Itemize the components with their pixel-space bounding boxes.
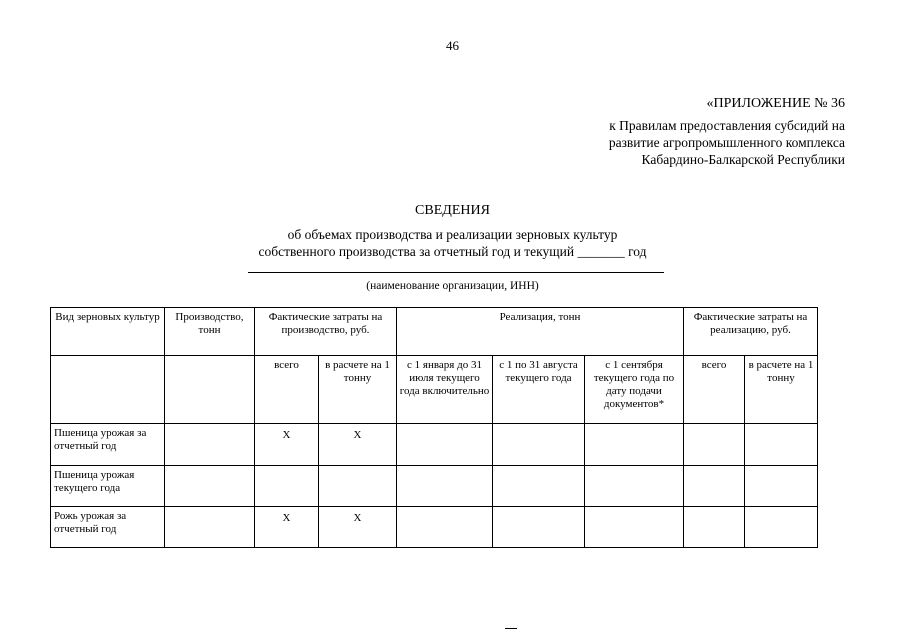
document-title: СВЕДЕНИЯ: [415, 203, 490, 218]
appendix-block: [609, 95, 845, 168]
cell-total-costs: [255, 424, 319, 466]
table-row: [51, 466, 818, 507]
cell-sales-costs-per-ton: [745, 466, 818, 507]
cell-x-mark: Х: [353, 429, 362, 441]
cell-per-ton-costs: [319, 466, 397, 507]
table-row: [51, 507, 818, 548]
cell-sales-costs-total: [684, 507, 745, 548]
header-crop: Вид зерновых культур: [51, 308, 165, 356]
subheader-jan-jul: с 1 января до 31 июля текущего года включительно: [397, 356, 493, 424]
subheader-total-1: всего: [255, 356, 319, 424]
cell-sales-jan-jul: [397, 424, 493, 466]
document-subtitle-1: об объемах производства и реализации зерновых культур: [287, 227, 618, 242]
cell-sales-august: [493, 507, 585, 548]
header-actual-costs-sales: Фактические затраты на реализацию, руб.: [684, 308, 818, 356]
cell-production: [165, 466, 255, 507]
cell-per-ton-costs: [319, 507, 397, 548]
cell-sales-costs-per-ton: [745, 424, 818, 466]
row-crop-label: Пшеница урожая за отчетный год: [51, 424, 165, 466]
cell-production: [165, 507, 255, 548]
data-table: [50, 307, 818, 548]
cell-sales-september: [585, 424, 684, 466]
subheader-total-2: всего: [684, 356, 745, 424]
row-crop-label: Рожь урожая за отчетный год: [51, 507, 165, 548]
subheader-per-ton-2: в расчете на 1 тонну: [745, 356, 818, 424]
page-number: 46: [446, 38, 459, 53]
cell-x-mark: Х: [282, 512, 291, 524]
header-production: Производство, тонн: [165, 308, 255, 356]
cell-total-costs: [255, 507, 319, 548]
cell-sales-jan-jul: [397, 466, 493, 507]
header-empty-production: [165, 356, 255, 424]
document-subtitle-2: собственного производства за отчетный год и текущий _______ год: [258, 244, 647, 259]
cell-production: [165, 424, 255, 466]
cell-sales-costs-total: [684, 424, 745, 466]
cell-sales-jan-jul: [397, 507, 493, 548]
cell-total-costs: [255, 466, 319, 507]
continuation-mark: [505, 628, 517, 629]
appendix-title: «ПРИЛОЖЕНИЕ № 36: [706, 96, 845, 111]
organization-caption: (наименование организации, ИНН): [366, 280, 539, 292]
cell-per-ton-costs: [319, 424, 397, 466]
cell-sales-costs-total: [684, 466, 745, 507]
cell-x-mark: Х: [353, 512, 362, 524]
header-sales: Реализация, тонн: [397, 308, 684, 356]
cell-sales-august: [493, 424, 585, 466]
appendix-line-4: Кабардино-Балкарской Республики: [641, 152, 845, 167]
cell-sales-costs-per-ton: [745, 507, 818, 548]
subheader-september: с 1 сентября текущего года по дату подачи документов*: [585, 356, 684, 424]
subheader-per-ton-1: в расчете на 1 тонну: [319, 356, 397, 424]
row-crop-label: Пшеница урожая текущего года: [51, 466, 165, 507]
appendix-line-3: развитие агропромышленного комплекса: [608, 135, 845, 150]
table-row: [51, 424, 818, 466]
subheader-august: с 1 по 31 августа текущего года: [493, 356, 585, 424]
cell-sales-september: [585, 507, 684, 548]
header-actual-costs-production: Фактические затраты на производство, руб.: [255, 308, 397, 356]
appendix-line-2: к Правилам предоставления субсидий на: [609, 118, 845, 133]
table-header-row-2: [51, 356, 818, 424]
header-empty-crop: [51, 356, 165, 424]
cell-sales-august: [493, 466, 585, 507]
cell-sales-september: [585, 466, 684, 507]
cell-x-mark: Х: [282, 429, 291, 441]
organization-name-line: [248, 272, 664, 273]
table-header-row-1: [51, 308, 818, 356]
